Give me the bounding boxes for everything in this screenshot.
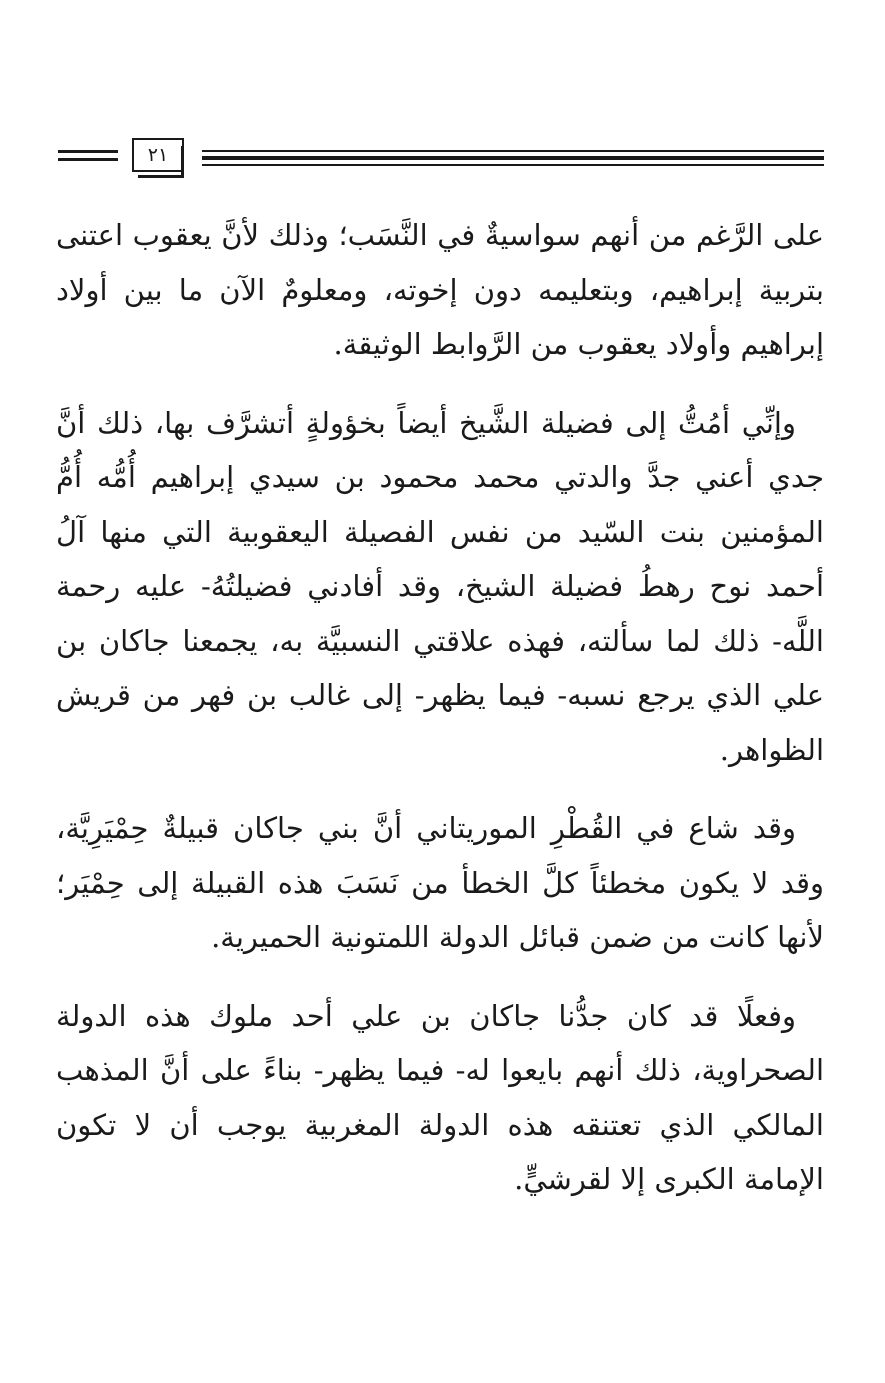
paragraph-1: على الرَّغم من أنهم سواسيةٌ في النَّسَب؛ وذلك لأنَّ يعقوب اعتنى بتربية إبراهيم، وبتعليمه دون إخوته، ومعلومٌ الآن ما بين أولاد إبراهيم وأولاد يعقوب من الرَّوابط الوثيقة. (56, 218, 824, 361)
page-header (0, 0, 885, 190)
page-body (56, 208, 824, 1207)
page-number-box (132, 138, 184, 172)
page-number: ٢١ (147, 143, 169, 166)
header-rule-right (202, 150, 824, 172)
paragraph-2: وإنِّي أمُتُّ إلى فضيلة الشَّيخ أيضاً بخؤولةٍ أتشرَّف بها، ذلك أنَّ جدي أعني جدَّ والدتي محمد محمود بن سيدي إبراهيم أُمُّه أُمُّ المؤمنين بنت السّيد من نفس الفصيلة اليعقوبية التي منها آلُ أحمد نوح رهطُ فضيلة الشيخ، وقد أفادني فضيلتُهُ- عليه رحمة اللَّه- ذلك لما سألته، فهذه علاقتي النسبيَّة به، يجمعنا جاكان بن علي الذي يرجع نسبه- فيما يظهر- إلى غالب بن فهر من قريش الظواهر. (56, 405, 824, 767)
paragraph-4: وفعلًا قد كان جدُّنا جاكان بن علي أحد ملوك هذه الدولة الصحراوية، ذلك أنهم بايعوا له- فيما يظهر- بناءً على أنَّ المذهب المالكي الذي تعتنقه هذه الدولة المغربية يوجب أن لا تكون الإمامة الكبرى إلا لقرشيٍّ. (56, 998, 824, 1196)
paragraph-3: وقد شاع في القُطْرِ الموريتاني أنَّ بني جاكان قبيلةٌ حِمْيَرِيَّة، وقد لا يكون مخطئاً كلَّ الخطأ من نَسَبَ هذه القبيلة إلى حِمْيَر؛ لأنها كانت من ضمن قبائل الدولة اللمتونية الحميرية. (56, 811, 824, 954)
header-rule-left (58, 150, 118, 162)
